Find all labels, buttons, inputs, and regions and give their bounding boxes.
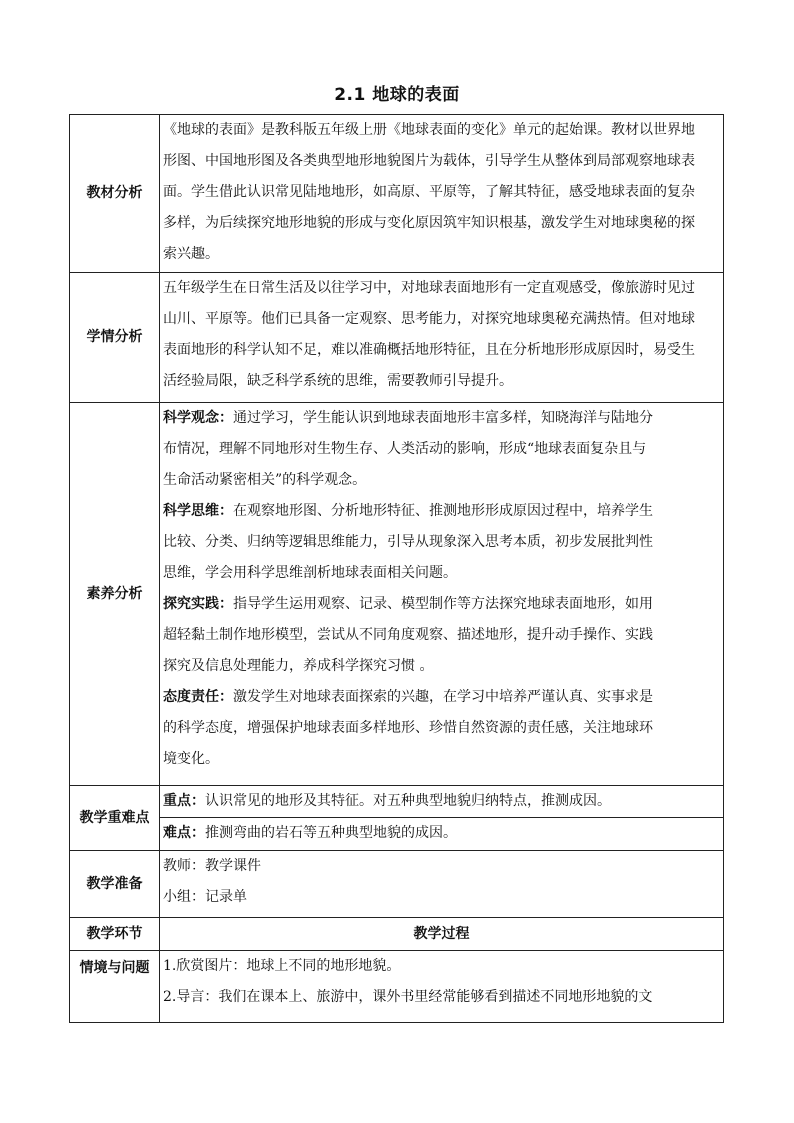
table-row: [70, 115, 724, 273]
text-line: 探究及信息处理能力，养成科学探究习惯 。: [163, 658, 434, 674]
table-row: [70, 818, 724, 851]
difficulty-point: 难点：推测弯曲的岩石等五种典型地貌的成因。: [160, 818, 724, 851]
text-line: 面。学生借此认识常见陆地地形，如高原、平原等，了解其特征，感受地球表面的复杂: [163, 184, 695, 200]
table-row: [70, 273, 724, 403]
header-stage: 教学环节: [70, 918, 160, 951]
text-line: 《地球的表面》是教科版五年级上册《地球表面的变化》单元的起始课。教材以世界地: [163, 122, 695, 138]
header-process: 教学过程: [160, 918, 724, 951]
text-line: 活经验局限，缺乏科学系统的思维，需要教师引导提升。: [163, 373, 513, 389]
text-line: 科学思维：在观察地形图、分析地形特征、推测地形形成原因过程中，培养学生: [163, 503, 653, 519]
teaching-prep: [160, 851, 724, 918]
text-line: 五年级学生在日常生活及以往学习中，对地球表面地形有一定直观感受，像旅游时见过: [163, 280, 695, 296]
row-label-textbook: 教材分析: [70, 115, 160, 273]
prep-teacher: 教师：教学课件: [163, 858, 261, 874]
text-line: 多样，为后续探究地形地貌的形成与变化原因筑牢知识根基，激发学生对地球奥秘的探: [163, 215, 695, 231]
text-line: 比较、分类、归纳等逻辑思维能力，引导从现象深入思考本质，初步发展批判性: [163, 534, 653, 550]
table-row: [70, 918, 724, 951]
text-line: 索兴趣。: [163, 246, 219, 262]
table-row: [70, 851, 724, 918]
text-line: 的科学态度，增强保护地球表面多样地形、珍惜自然资源的责任感，关注地球环: [163, 720, 653, 736]
text-line: 布情况，理解不同地形对生物生存、人类活动的影响，形成“地球表面复杂且与: [163, 441, 647, 457]
text-line: 形图、中国地形图及各类典型地形地貌图片为载体，引导学生从整体到局部观察地球表: [163, 153, 695, 169]
prep-group: 小组：记录单: [163, 889, 247, 905]
row-label-students: 学情分析: [70, 273, 160, 403]
literacy-analysis: [160, 403, 724, 786]
key-point: 重点：认识常见的地形及其特征。对五种典型地貌归纳特点，推测成因。: [160, 786, 724, 818]
row-label-literacy: 素养分析: [70, 403, 160, 786]
table-row: [70, 786, 724, 818]
textbook-analysis: [160, 115, 724, 273]
text-line: 山川、平原等。他们已具备一定观察、思考能力，对探究地球奥秘充满热情。但对地球: [163, 311, 695, 327]
section-heading: 态度责任：: [163, 689, 233, 705]
page-title: 2.1 地球的表面: [334, 85, 460, 105]
section-heading: 探究实践：: [163, 596, 233, 612]
section-heading: 科学观念：: [163, 410, 233, 426]
text-line: 生命活动紧密相关”的科学观念。: [163, 472, 367, 488]
text-line: 思维，学会用科学思维剖析地球表面相关问题。: [163, 565, 457, 581]
situation-content: [160, 951, 724, 1023]
text-line: 科学观念：通过学习，学生能认识到地球表面地形丰富多样，知晓海洋与陆地分: [163, 410, 653, 426]
table-row: [70, 951, 724, 1023]
text-line: 境变化。: [163, 751, 219, 767]
student-analysis: [160, 273, 724, 403]
difficulty-heading: 难点：: [163, 825, 205, 841]
row-label-prep: 教学准备: [70, 851, 160, 918]
lesson-plan-table: [69, 114, 724, 1023]
text-line: 1.欣赏图片：地球上不同的地形地貌。: [163, 958, 401, 974]
row-label-situation: 情境与问题: [70, 951, 160, 1023]
key-heading: 重点：: [163, 793, 205, 809]
row-label-key-points: 教学重难点: [70, 786, 160, 851]
section-heading: 科学思维：: [163, 503, 233, 519]
text-line: 态度责任：激发学生对地球表面探索的兴趣，在学习中培养严谨认真、实事求是: [163, 689, 653, 705]
text-line: 2.导言：我们在课本上、旅游中，课外书里经常能够看到描述不同地形地貌的文: [163, 989, 653, 1005]
text-line: 探究实践：指导学生运用观察、记录、模型制作等方法探究地球表面地形，如用: [163, 596, 653, 612]
table-row: [70, 403, 724, 786]
text-line: 超轻黏土制作地形模型，尝试从不同角度观察、描述地形，提升动手操作、实践: [163, 627, 653, 643]
text-line: 表面地形的科学认知不足，难以准确概括地形特征，且在分析地形形成原因时，易受生: [163, 342, 695, 358]
